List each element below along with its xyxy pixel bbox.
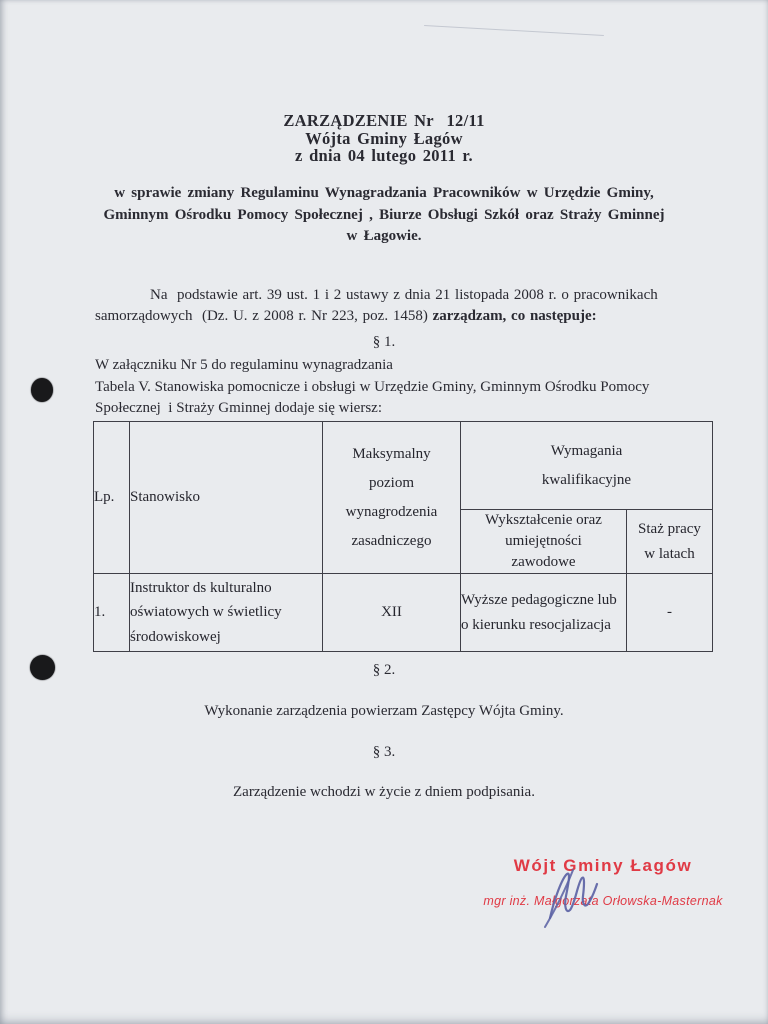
paper-crease (424, 25, 604, 36)
header-cell-wymagania-text: Wymagania kwalifikacyjne (541, 442, 632, 488)
stamp-name: mgr inż. Małgorzata Orłowska-Masternak (483, 894, 723, 908)
table-header-row-1 (94, 422, 713, 510)
section-1-body (95, 355, 715, 420)
legal-basis-paragraph (95, 285, 695, 326)
section-1-mark: § 1. (372, 334, 396, 350)
cell-wyksztalcenie: Wyższe pedagogiczne lub o kierunku resocjalizacja (461, 574, 627, 652)
section-3-text: Zarządzenie wchodzi w życie z dniem podpisania. (233, 784, 535, 800)
header-cell-max-level-text: Maksymalny poziom wynagrodzenia zasadniczego (345, 445, 438, 549)
table-row (94, 574, 713, 652)
section-1-line-3: Społecznej i Straży Gminnej dodaje się wiersz: (95, 400, 382, 416)
header-cell-staz-text: Staż pracy w latach (638, 520, 701, 562)
title-line-date: z dnia 04 lutego 2011 r. (295, 146, 473, 165)
document-title (0, 112, 768, 165)
section-1-line-2: Tabela V. Stanowiska pomocnicze i obsługi w Urzędzie Gminy, Gminnym Ośrodku Pomocy (95, 378, 650, 395)
section-2-text: Wykonanie zarządzenia powierzam Zastępcy Wójta Gminy. (204, 703, 564, 719)
document-subject (74, 183, 694, 248)
section-3-mark: § 3. (372, 744, 396, 760)
cell-lp: 1. (94, 574, 130, 652)
handwritten-signature (542, 866, 604, 930)
hole-punch-dot (31, 378, 53, 402)
subject-line: Gminnym Ośrodku Pomocy Społecznej , Biurze Obsługi Szkół oraz Straży Gminnej (103, 206, 665, 223)
header-cell-wyksztalcenie-text: Wykształcenie oraz umiejętności zawodowe (485, 512, 602, 570)
section-1-line-1: W załączniku Nr 5 do regulaminu wynagradzania (95, 357, 393, 373)
cell-staz: - (627, 574, 713, 652)
legal-basis-line-2 (95, 306, 695, 327)
title-line-number: ZARZĄDZENIE Nr 12/11 (283, 111, 485, 130)
cell-poziom: XII (323, 574, 461, 652)
legal-basis-bold-text: zarządzam, co następuje: (432, 307, 597, 324)
legal-basis-line-1: Na podstawie art. 39 ust. 1 i 2 ustawy z dnia 21 listopada 2008 r. o pracownikach (150, 287, 658, 303)
header-cell-max-level (323, 422, 461, 574)
legal-basis-normal-text: samorządowych (Dz. U. z 2008 r. Nr 223, poz. 1458) (95, 307, 428, 324)
title-line-issuer: Wójta Gminy Łagów (305, 128, 463, 148)
subject-line: w sprawie zmiany Regulaminu Wynagradzania Pracowników w Urzędzie Gminy, (114, 185, 654, 201)
section-2-mark: § 2. (372, 662, 396, 678)
positions-table (93, 421, 713, 652)
header-cell-staz (627, 510, 713, 574)
header-cell-wymagania (461, 422, 713, 510)
subject-line: w Łagowie. (346, 228, 422, 244)
cell-stanowisko: Instruktor ds kulturalno oświatowych w świetlicy środowiskowej (130, 574, 323, 652)
stamp-title: Wójt Gminy Łagów (513, 856, 693, 875)
header-cell-lp: Lp. (94, 422, 130, 574)
header-cell-wyksztalcenie (461, 510, 627, 574)
hole-punch-dot (30, 655, 55, 680)
header-cell-stanowisko: Stanowisko (130, 422, 323, 574)
